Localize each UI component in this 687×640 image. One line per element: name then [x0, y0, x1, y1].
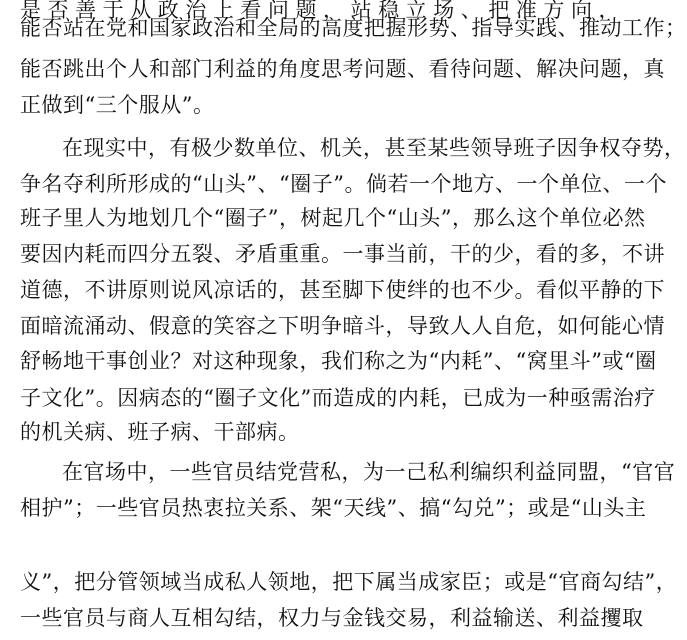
- text-line: 班子里人为地划几个“圈子”，树起几个“山头”，那么这个单位必然: [20, 206, 646, 230]
- text-line: 相护”；一些官员热衷拉关系、架“天线”、搞“勾兑”；或是“山头主: [20, 496, 647, 520]
- text-line: 一些官员与商人互相勾结，权力与金钱交易，利益输送、利益攫取: [20, 606, 644, 630]
- text-line: 要因内耗而四分五裂、矛盾重重。一事当前，干的少，看的多，不讲: [20, 242, 665, 266]
- text-line: 在现实中，有极少数单位、机关，甚至某些领导班子因争权夺势，: [62, 136, 686, 160]
- text-line: 子文化”。因病态的“圈子文化”而造成的内耗，已成为一种亟需治疗: [20, 386, 656, 410]
- text-line: 争名夺利所形成的“山头”、“圈子”。倘若一个地方、一个单位、一个: [20, 172, 667, 196]
- text-line: 在官场中，一些官员结党营私，为一己私利编织利益同盟，“官官: [62, 460, 676, 484]
- text-line: 能否站在党和国家政治和全局的高度把握形势、指导实践、推动工作；: [20, 16, 687, 40]
- text-line-cut-top: 是否善于从政治上看问题，站稳立场、把准方向，: [20, 0, 620, 22]
- text-line: 正做到“三个服从”。: [20, 93, 215, 117]
- text-line: 道德，不讲原则说风凉话的，甚至脚下使绊的也不少。看似平静的下: [20, 278, 665, 302]
- text-line: 面暗流涌动、假意的笑容之下明争暗斗，导致人人自危，如何能心情: [20, 314, 665, 338]
- text-line: 的机关病、班子病、干部病。: [20, 420, 300, 444]
- text-line: 义”，把分管领域当成私人领地，把下属当成家臣；或是“官商勾结”，: [20, 570, 678, 594]
- text-line: 舒畅地干事创业？对这种现象，我们称之为“内耗”、“窝里斗”或“圈: [20, 349, 657, 373]
- text-line: 能否跳出个人和部门利益的角度思考问题、看待问题、解决问题，真: [20, 57, 665, 81]
